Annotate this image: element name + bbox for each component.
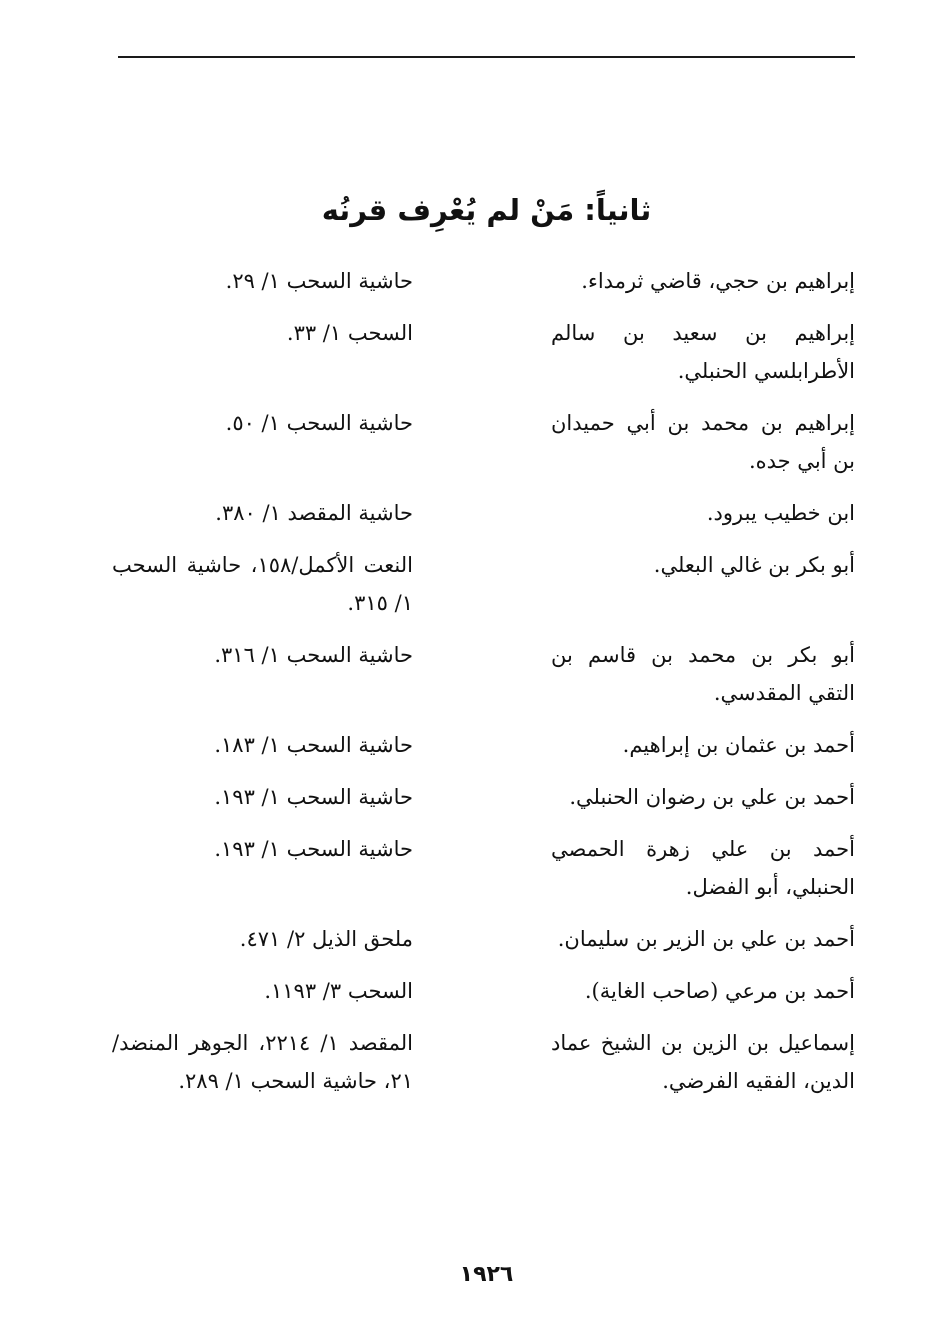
entry-name: إسماعيل بن الزين بن الشيخ عماد الدين، الفقيه الفرضي. [551,1031,855,1093]
entry-reference: المقصد ١/ ٢٢١٤، الجوهر المنضد/ ٢١، حاشية السحب ١/ ٢٨٩. [112,1031,413,1093]
entry-name: أبو بكر بن غالي البعلي. [653,553,855,577]
entry-row [112,778,855,816]
entry-row [112,726,855,764]
top-rule [118,56,855,58]
entry-name: أحمد بن مرعي (صاحب الغاية). [584,979,855,1003]
entry-name: أحمد بن علي زهرة الحمصي الحنبلي، أبو الفضل. [551,837,855,899]
entry-row [112,262,855,300]
entry-row [112,636,855,712]
entry-row [112,546,855,622]
entry-row [112,494,855,532]
entry-reference: حاشية السحب ١/ ٣١٦. [214,643,413,667]
entry-reference: السحب ١/ ٣٣. [286,321,413,345]
entry-reference: ملحق الذيل ٢/ ٤٧١. [239,927,413,951]
entry-name: أحمد بن عثمان بن إبراهيم. [622,733,855,757]
page-number: ١٩٢٦ [459,1262,514,1287]
entry-row [112,404,855,480]
entry-row [112,920,855,958]
entry-row [112,972,855,1010]
entry-name: إبراهيم بن سعيد بن سالم الأطرابلسي الحنبلي. [551,321,855,383]
entry-reference: حاشية السحب ١/ ٢٩. [225,269,413,293]
entry-row [112,314,855,390]
entry-reference: حاشية السحب ١/ ١٩٣. [214,837,413,861]
entry-reference: السحب ٣/ ١١٩٣. [264,979,413,1003]
entry-list [112,262,855,1114]
entry-name: إبراهيم بن محمد بن أبي حميدان بن أبي جده. [551,411,855,473]
entry-name: أحمد بن علي بن الزير بن سليمان. [557,927,855,951]
entry-name: أبو بكر بن محمد بن قاسم بن التقي المقدسي. [551,643,855,705]
entry-name: إبراهيم بن حجي، قاضي ثرمداء. [581,269,855,293]
entry-reference: حاشية السحب ١/ ١٨٣. [214,733,413,757]
entry-row [112,1024,855,1100]
entry-reference: حاشية السحب ١/ ٥٠. [225,411,413,435]
entry-reference: حاشية المقصد ١/ ٣٨٠. [215,501,413,525]
entry-name: ابن خطيب يبرود. [706,501,855,525]
section-heading: ثانياً: مَنْ لم يُعْرِف قرنُه [321,193,652,227]
entry-name: أحمد بن علي بن رضوان الحنبلي. [569,785,855,809]
entry-reference: النعت الأكمل/١٥٨، حاشية السحب ١/ ٣١٥. [112,553,413,615]
entry-reference: حاشية السحب ١/ ١٩٣. [214,785,413,809]
entry-row [112,830,855,906]
